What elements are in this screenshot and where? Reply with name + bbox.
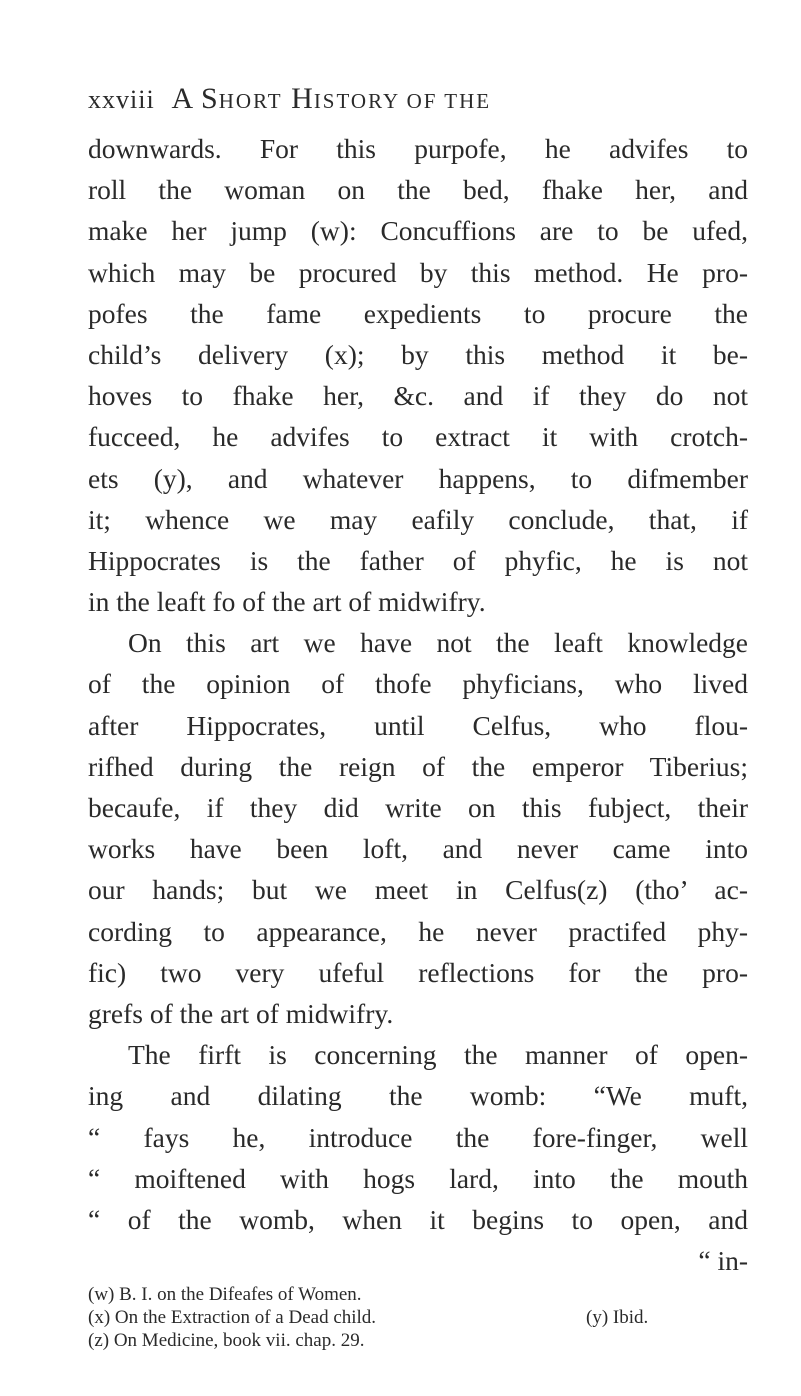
text-line: “ moiftened with hogs lard, into the mouth: [88, 1162, 748, 1194]
footnote-z: (z) On Medicine, book vii. chap. 29.: [88, 1330, 365, 1351]
text-line: hoves to fhake her, &c. and if they do not: [88, 380, 748, 412]
text-line: in the leaft fo of the art of midwifry.: [88, 586, 486, 618]
text-line: works have been loft, and never came into: [88, 833, 748, 865]
footnote-w: (w) B. I. on the Difeafes of Women.: [88, 1284, 362, 1305]
body-text: [88, 128, 748, 1281]
page-number: xxviii: [88, 85, 155, 114]
text-line: of the opinion of thofe phyficians, who lived: [88, 668, 748, 700]
text-line: grefs of the art of midwifry.: [88, 997, 394, 1029]
text-line: On this art we have not the leaft knowledge: [128, 627, 748, 659]
text-line: downwards. For this purpofe, he advifes to: [88, 133, 748, 164]
text-line: Hippocrates is the father of phyfic, he is not: [88, 544, 748, 576]
text-line: child’s delivery (x); by this method it be-: [88, 338, 748, 370]
text-line: ets (y), and whatever happens, to difmember: [88, 462, 748, 494]
text-line: pofes the fame expedients to procure the: [88, 297, 748, 329]
text-line: The firft is concerning the manner of open-: [128, 1039, 748, 1071]
running-head: [88, 82, 491, 116]
text-line: which may be procured by this method. He pro-: [88, 256, 748, 288]
running-title-part-a-small: HORT: [218, 89, 283, 113]
text-line: fucceed, he advifes to extract it with crotch-: [88, 421, 748, 453]
footnote-row: [88, 1306, 748, 1329]
text-line: after Hippocrates, until Celfus, who flou-: [88, 709, 748, 741]
text-line: rifhed during the reign of the emperor Tiberius;: [88, 750, 748, 782]
footnotes: [88, 1283, 748, 1352]
text-line: cording to appearance, he never practifed phy-: [88, 915, 748, 947]
text-line: our hands; but we meet in Celfus(z) (tho’ ac-: [88, 874, 748, 906]
text-line: becaufe, if they did write on this fubject, their: [88, 792, 748, 823]
text-line: “ fays he, introduce the fore-finger, well: [88, 1121, 748, 1153]
running-title-part-a: A S: [171, 82, 219, 115]
running-title-part-b-small: ISTORY OF THE: [313, 89, 492, 113]
catchword: “ in-: [698, 1245, 748, 1277]
footnote-y: (y) Ibid.: [586, 1307, 649, 1328]
text-line: ing and dilating the womb: “We muft,: [88, 1080, 748, 1112]
text-line: fic) two very ufeful reflections for the pro-: [88, 956, 748, 988]
footnote-x: (x) On the Extraction of a Dead child.: [88, 1307, 377, 1328]
text-line: roll the woman on the bed, fhake her, and: [88, 174, 748, 206]
text-line: it; whence we may eafily conclude, that, if: [88, 503, 748, 535]
text-line: make her jump (w): Concuffions are to be ufed,: [88, 215, 748, 247]
text-line: “ of the womb, when it begins to open, and: [88, 1203, 748, 1235]
running-title-part-b: H: [282, 82, 314, 115]
